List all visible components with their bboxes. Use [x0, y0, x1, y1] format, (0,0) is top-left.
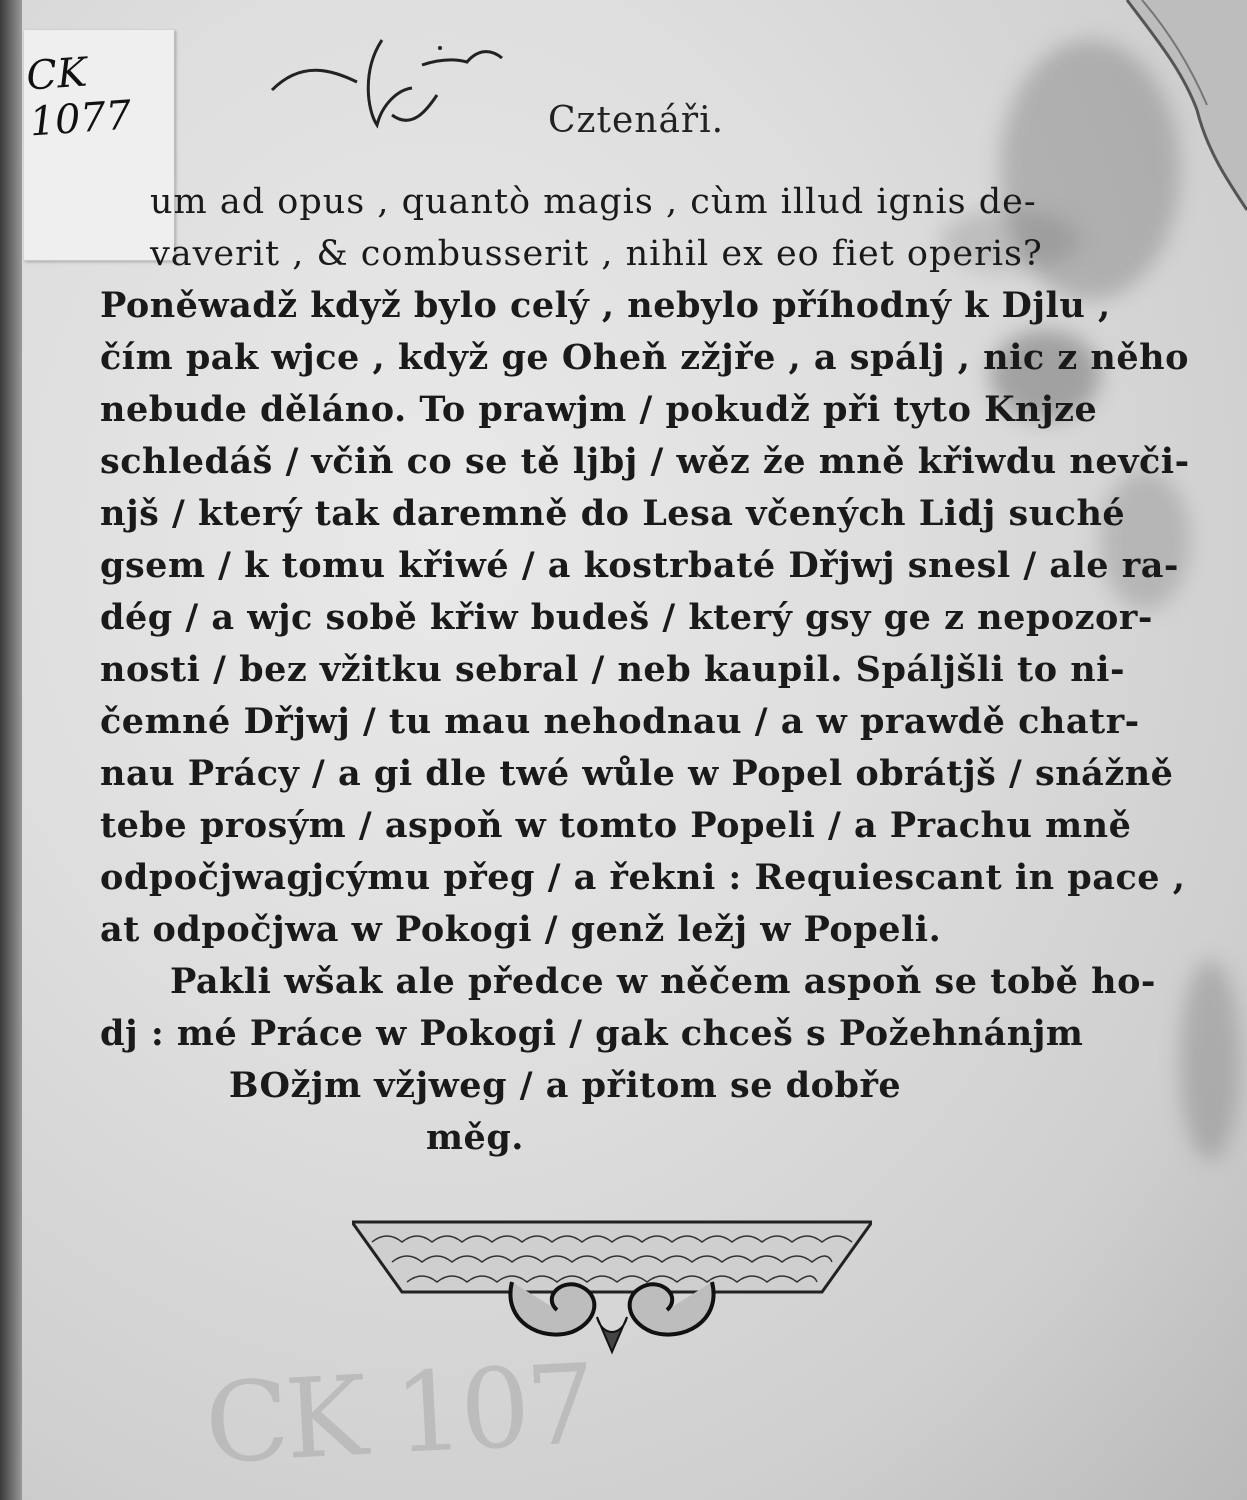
handwritten-signature: [262, 20, 522, 150]
handwritten-shelfmark: [25, 47, 133, 146]
body-text: [100, 176, 1190, 1164]
printers-ornament: [352, 1212, 872, 1362]
text-line: njš / který tak daremně do Lesa včených Lidj suché: [100, 493, 1126, 534]
text-line: čím pak wjce , když ge Oheň zžjře , a spálj , nic z něho: [100, 337, 1189, 378]
binding-edge: [0, 0, 22, 1500]
text-line: tebe prosým / aspoň w tomto Popeli / a Prachu mně: [100, 805, 1132, 846]
text-line: Poněwadž když bylo celý , nebylo příhodný k Djlu ,: [100, 285, 1111, 326]
text-line: at odpočjwa w Pokogi / genž ležj w Popeli.: [100, 909, 942, 950]
text-line: gsem / k tomu křiwé / a kostrbaté Dřjwj snesl / ale ra-: [100, 545, 1179, 586]
text-line: dég / a wjc sobě křiw budeš / který gsy ge z nepozor-: [100, 597, 1153, 638]
text-line: schledáš / včiň co se tě ljbj / wěz že mně křiwdu nevči-: [100, 441, 1190, 482]
page-heading: Cztenáři.: [548, 100, 725, 141]
stain: [1180, 960, 1240, 1160]
text-line: vaverit , & combusserit , nihil ex eo fiet operis?: [150, 234, 1043, 274]
text-line: um ad opus , quantò magis , cùm illud ignis de-: [150, 182, 1037, 222]
text-line: Pakli wšak ale předce w něčem aspoň se tobě ho-: [170, 961, 1156, 1002]
text-line: nau Prácy / a gi dle twé wůle w Popel obrátjš / snážně: [100, 753, 1174, 794]
text-line: nosti / bez vžitku sebral / neb kaupil. Spáljšli to ni-: [100, 649, 1125, 690]
text-line: odpočjwagjcýmu přeg / a řekni : Requiescant in pace ,: [100, 857, 1186, 898]
shelfmark-line2: 1077: [28, 92, 133, 146]
text-line: BOžjm vžjweg / a přitom se dobře: [228, 1065, 902, 1106]
text-line: čemné Dřjwj / tu mau nehodnau / a w prawdě chatr-: [100, 701, 1140, 742]
text-line: nebude děláno. To prawjm / pokudž při tyto Knjze: [100, 389, 1098, 430]
library-stamp: CK 107: [201, 1339, 596, 1489]
text-line: měg.: [426, 1117, 524, 1158]
text-line: dj : mé Práce w Pokogi / gak chceš s Požehnánjm: [100, 1013, 1084, 1054]
shelfmark-line1: CK: [24, 49, 89, 100]
